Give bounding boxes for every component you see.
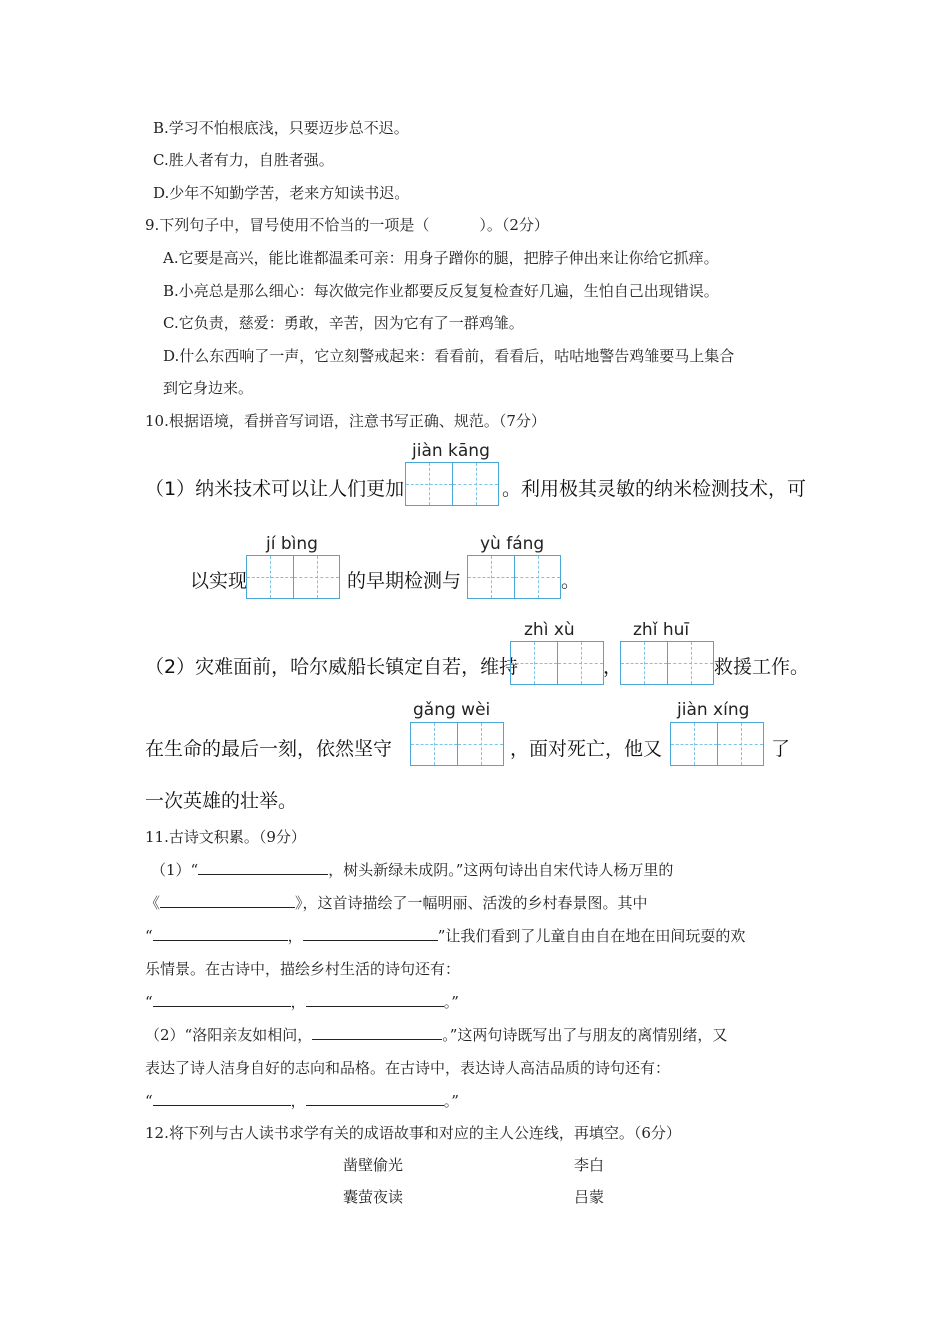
- q11-stem: 11.古诗文积累。（9分）: [145, 828, 306, 846]
- q11-l6-prefix: （2）“洛阳亲友如相问，: [145, 1026, 313, 1044]
- writing-grid-jianxing[interactable]: [670, 722, 764, 766]
- pinyin-jiankang: jiàn kāng: [412, 441, 490, 461]
- writing-grid-zhixu[interactable]: [510, 641, 604, 685]
- q11-line-8: [145, 1091, 459, 1111]
- q11-l1-prefix: （1）“: [151, 861, 199, 879]
- poem-blank-7[interactable]: [153, 1091, 291, 1106]
- q11-l1-text: ，树头新绿未成阴。”这两句诗出自宋代诗人杨万里的: [328, 861, 674, 879]
- poem-blank-2[interactable]: [153, 926, 288, 941]
- writing-grid-yufang[interactable]: [467, 555, 561, 599]
- q11-l5-prefix: “: [145, 993, 153, 1011]
- q9-option-d-cont: 到它身边来。: [163, 379, 254, 397]
- q11-line-6: [145, 1025, 727, 1045]
- q8-option-c: C.胜人者有力，自胜者强。: [153, 151, 334, 169]
- q10-stem: 10.根据语境，看拼音写词语，注意书写正确、规范。（7分）: [145, 412, 546, 430]
- pinyin-jianxing: jiàn xíng: [677, 700, 750, 720]
- q10-s2-text-a: 以实现: [190, 570, 248, 592]
- q12-stem: 12.将下列与古人读书求学有关的成语故事和对应的主人公连线，再填空。（6分）: [145, 1124, 681, 1142]
- q11-l6-text: 。”这两句诗既写出了与朋友的离情别绪，又: [442, 1026, 728, 1044]
- q11-l2-prefix: 《: [145, 894, 161, 912]
- writing-grid-jibing[interactable]: [246, 555, 340, 599]
- q10-s2-text-b: 的早期检测与: [347, 570, 462, 592]
- q11-line-4: 乐情景。在古诗中，描绘乡村生活的诗句还有：: [145, 960, 461, 978]
- q11-l2-text: 》，这首诗描绘了一幅明丽、活泼的乡村春景图。其中: [295, 894, 648, 912]
- writing-grid-jiankang[interactable]: [405, 462, 499, 506]
- writing-grid-gangwei[interactable]: [410, 722, 504, 766]
- pinyin-yufang: yù fáng: [480, 534, 545, 554]
- q10-s4-text-b: ，面对死亡，他又: [510, 738, 663, 760]
- q11-line-3: [145, 926, 745, 946]
- q11-l8-prefix: “: [145, 1092, 153, 1110]
- q10-s1-text-b: 。利用极其灵敏的纳米检测技术，可: [502, 478, 807, 500]
- pinyin-gangwei: gǎng wèi: [413, 700, 491, 720]
- q10-s3-text-a: （2）灾难面前，哈尔威船长镇定自若，维持: [145, 656, 519, 678]
- poem-title-blank[interactable]: [160, 893, 295, 908]
- pinyin-jibing: jí bìng: [266, 534, 318, 554]
- q11-l5-end: 。”: [443, 993, 459, 1011]
- q8-option-b: B.学习不怕根底浅，只要迈步总不迟。: [153, 119, 409, 137]
- story-item[interactable]: 凿壁偷光: [343, 1156, 404, 1174]
- q11-l3-comma: ，: [287, 927, 303, 945]
- poem-blank-8[interactable]: [306, 1091, 444, 1106]
- pinyin-zhihui: zhǐ huī: [633, 620, 690, 640]
- poem-blank-3[interactable]: [303, 926, 438, 941]
- q11-l3-text: ”让我们看到了儿童自由自在地在田间玩耍的欢: [437, 927, 746, 945]
- q10-s3-text-c: 救援工作。: [714, 656, 810, 678]
- q11-line-5: [145, 992, 459, 1012]
- poem-blank-6[interactable]: [312, 1025, 442, 1040]
- q11-l8-comma: ，: [290, 1092, 306, 1110]
- q10-s1-text-a: （1）纳米技术可以让人们更加: [145, 478, 405, 500]
- q10-s3-text-b: ，: [603, 656, 623, 678]
- q10-s2-text-c: 。: [561, 570, 581, 592]
- person-item[interactable]: 李白: [574, 1156, 605, 1174]
- poem-blank-5[interactable]: [306, 992, 444, 1007]
- q9-stem: [145, 215, 549, 235]
- q11-l3-prefix: “: [145, 927, 153, 945]
- q11-l5-comma: ，: [290, 993, 306, 1011]
- q9-stem-text: 9.下列句子中，冒号使用不恰当的一项是（: [145, 216, 430, 234]
- q10-s4-text-c: 了: [771, 738, 791, 760]
- q9-option-b: B.小亮总是那么细心：每次做完作业都要反反复复检查好几遍，生怕自己出现错误。: [163, 282, 719, 300]
- q11-line-1: [151, 860, 673, 880]
- q9-option-c: C.它负责，慈爱：勇敢，辛苦，因为它有了一群鸡雏。: [163, 314, 524, 332]
- writing-grid-zhihui[interactable]: [620, 641, 714, 685]
- q8-option-d: D.少年不知勤学苦，老来方知读书迟。: [153, 184, 410, 202]
- q9-stem-score: ）。（2分）: [479, 216, 549, 234]
- poem-blank-1[interactable]: [198, 860, 328, 875]
- story-item[interactable]: 囊萤夜读: [343, 1188, 404, 1206]
- poem-blank-4[interactable]: [153, 992, 291, 1007]
- person-item[interactable]: 吕蒙: [574, 1188, 605, 1206]
- q11-line-2: [145, 893, 648, 913]
- q9-option-d: D.什么东西响了一声，它立刻警戒起来：看看前，看看后，咕咕地警告鸡雏要马上集合: [163, 347, 735, 365]
- q10-s4-text-a: 在生命的最后一刻，依然坚守: [145, 738, 393, 760]
- q11-l8-end: 。”: [443, 1092, 459, 1110]
- q11-line-7: 表达了诗人洁身自好的志向和品格。在古诗中，表达诗人高洁品质的诗句还有：: [145, 1059, 671, 1077]
- q10-s5-text: 一次英雄的壮举。: [145, 790, 298, 812]
- q9-option-a: A.它要是高兴，能比谁都温柔可亲：用身子蹭你的腿，把脖子伸出来让你给它抓痒。: [163, 249, 719, 267]
- pinyin-zhixu: zhì xù: [524, 620, 575, 640]
